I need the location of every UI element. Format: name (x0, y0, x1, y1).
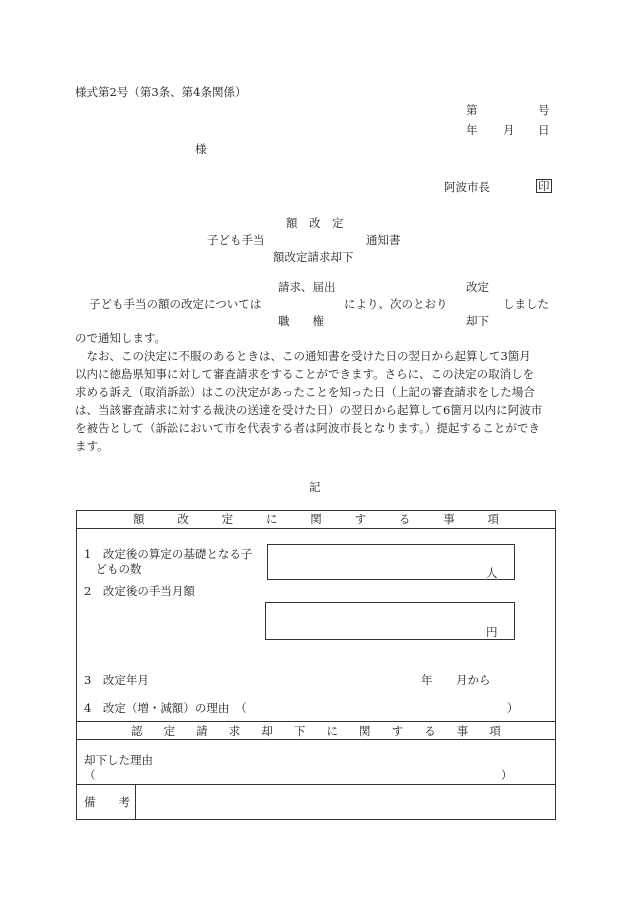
item2-label: 2 改定後の手当月額 (84, 584, 195, 598)
section1-char: る (398, 512, 411, 526)
remarks-field[interactable] (136, 785, 555, 819)
section1-char: す (354, 512, 367, 526)
item2-unit: 円 (486, 625, 498, 639)
reject-open-paren: （ (84, 768, 96, 782)
reject-close-paren: ） (501, 768, 513, 782)
para2-line-5: を被告として（訴訟において市を代表する者は阿波市長となります。）提起することができ (75, 421, 540, 435)
section1-char: 定 (221, 512, 234, 526)
item1-label-line1: 1 改定後の算定の基礎となる子 (84, 547, 253, 561)
para1-part-1: 子ども手当の額の改定については (89, 297, 262, 311)
section2-char: 関 (359, 724, 371, 738)
doc-number-go: 号 (538, 103, 550, 117)
section2-char: 求 (228, 724, 241, 738)
section1-char: 改 (177, 512, 189, 526)
section2-header (131, 724, 501, 738)
section2-char: 却 (261, 724, 273, 738)
table-divider (76, 721, 556, 722)
section2-char: る (424, 724, 436, 738)
ki-label: 記 (309, 480, 321, 494)
item3-label: 3 改定年月 (84, 673, 149, 687)
reject-reason-label: 却下した理由 (84, 753, 153, 767)
section1-header (133, 512, 499, 526)
title-option-2: 額改定請求却下 (273, 250, 354, 264)
para1-option-a-1: 請求、届出 (278, 280, 336, 294)
item4-label: 4 改定（増・減額）の理由 （ (84, 701, 247, 715)
para1-part-2: により、次のとおり (344, 297, 448, 311)
section2-char: 認 (131, 724, 143, 738)
para1-option-a-2: 職 権 (278, 314, 324, 328)
section2-char: に (326, 724, 338, 738)
table-divider (76, 739, 556, 740)
section2-char: 定 (163, 724, 176, 738)
title-main-suffix: 通知書 (366, 233, 401, 247)
item3-year: 年 (421, 673, 433, 687)
item3-month: 月から (456, 673, 491, 687)
section1-char: 項 (487, 512, 499, 526)
para2-line-3: 求める訴え（取消訴訟）はこの決定があったことを知った日（上記の審査請求をした場合 (75, 385, 535, 399)
section2-char: 項 (489, 724, 501, 738)
section2-char: 下 (293, 724, 306, 738)
para2-line-4: は、当該審査請求に対する裁決の送達を受けた日）の翌日から起算して6箇月以内に阿波市 (75, 403, 543, 417)
title-main-prefix: 子ども手当 (207, 233, 265, 247)
issuer-title: 阿波市長 (444, 180, 490, 194)
section2-char: す (391, 724, 404, 738)
seal-stamp: 印 (538, 179, 550, 193)
monthly-allowance-field[interactable] (265, 602, 515, 640)
item4-close: ） (507, 701, 519, 715)
para1-part-3: しました (503, 297, 549, 311)
section1-char: 関 (310, 512, 322, 526)
date-year: 年 (466, 123, 478, 137)
title-option-1: 額 改 定 (286, 216, 344, 230)
remarks-label: 備 考 (84, 795, 130, 809)
para1-option-b-1: 改定 (466, 280, 489, 294)
item1-unit: 人 (486, 566, 498, 580)
section2-char: 事 (456, 724, 469, 738)
item1-label-line2: どもの数 (84, 562, 142, 576)
para2-line-1: なお、この決定に不服のあるときは、この通知書を受けた日の翌日から起算して3箇月 (75, 349, 531, 363)
doc-number-dai: 第 (466, 103, 478, 117)
section2-char: 請 (196, 724, 208, 738)
para1-option-b-2: 却下 (466, 314, 489, 328)
para2-line-6: ます。 (75, 439, 109, 453)
table-divider (76, 528, 556, 529)
addressee-suffix: 様 (195, 142, 207, 156)
section1-char: に (265, 512, 278, 526)
section1-char: 額 (133, 512, 145, 526)
section1-char: 事 (443, 512, 455, 526)
date-day: 日 (538, 123, 550, 137)
para1-continuation: ので通知します。 (75, 331, 167, 345)
date-month: 月 (503, 123, 515, 137)
child-count-field[interactable] (267, 544, 515, 580)
seal-mark (536, 179, 552, 193)
para2-line-2: 以内に徳島県知事に対して審査請求をすることができます。さらに、この決定の取消しを (75, 367, 535, 381)
form-id: 様式第2号（第3条、第4条関係） (75, 85, 247, 99)
